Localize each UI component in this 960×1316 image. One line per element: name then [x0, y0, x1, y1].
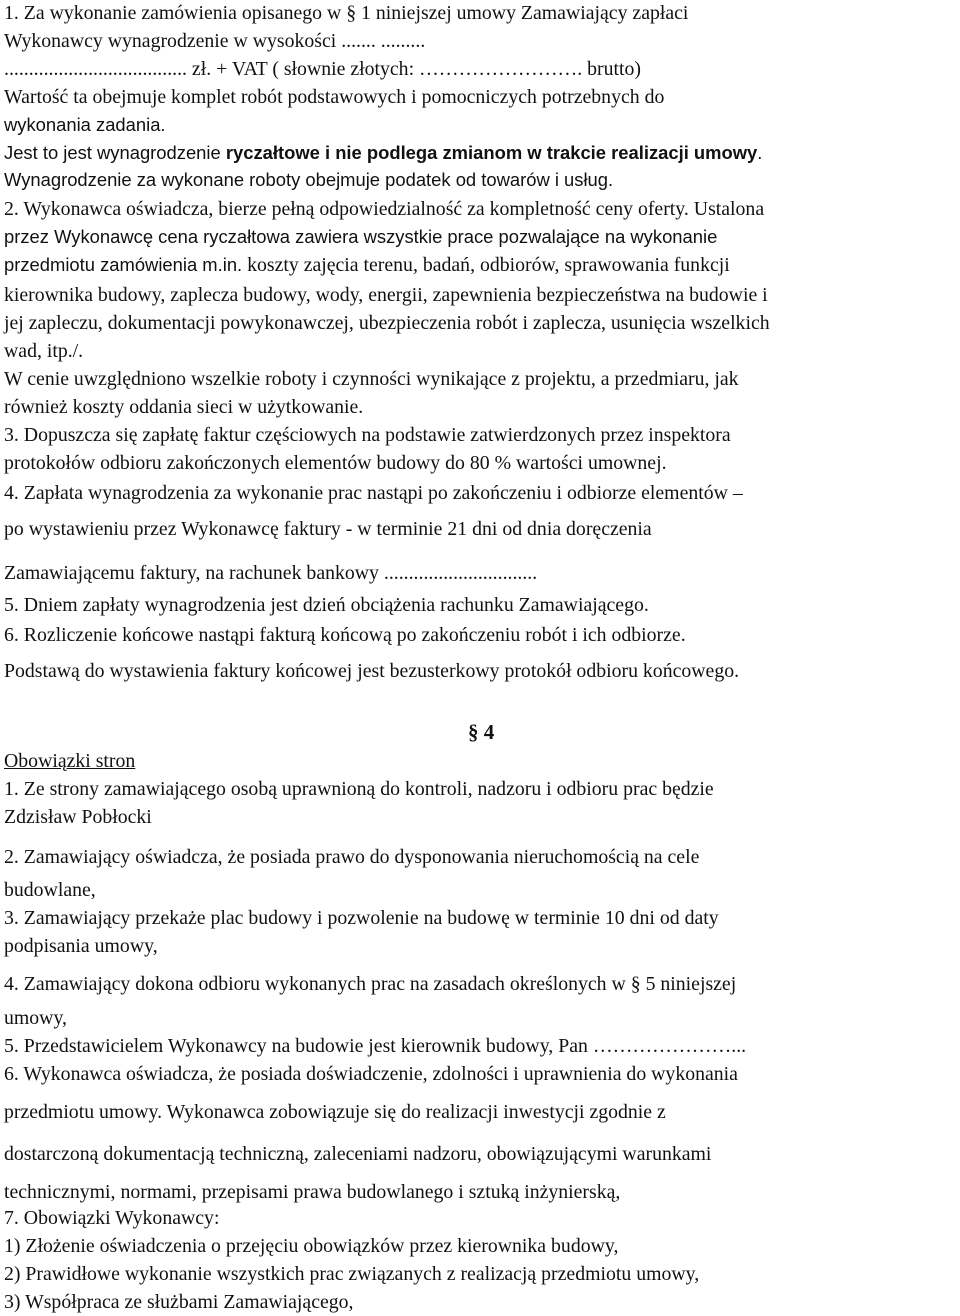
text-line: 2) Prawidłowe wykonanie wszystkich prac związanych z realizacją przedmiotu umowy, [4, 1263, 700, 1285]
text-line: W cenie uwzględniono wszelkie roboty i czynności wynikające z projektu, a przedmiaru, jak [4, 368, 739, 390]
text-line: 2. Zamawiający oświadcza, że posiada prawo do dysponowania nieruchomością na cele [4, 846, 700, 868]
text-line: dostarczoną dokumentacją techniczną, zaleceniami nadzoru, obowiązującymi warunkami [4, 1143, 712, 1165]
text-line [4, 252, 730, 278]
text-line [4, 140, 762, 166]
text-line: 5. Przedstawicielem Wykonawcy na budowie jest kierownik budowy, Pan …………………... [4, 1035, 747, 1057]
text-line: kierownika budowy, zaplecza budowy, wody, energii, zapewnienia bezpieczeństwa na budowie i [4, 284, 768, 306]
text-line: 1. Za wykonanie zamówienia opisanego w § 1 niniejszej umowy Zamawiający zapłaci [4, 2, 689, 24]
text-line: Wynagrodzenie za wykonane roboty obejmuje podatek od towarów i usług. [4, 169, 614, 190]
text-span: Jest to jest wynagrodzenie [4, 142, 226, 163]
section-heading: Obowiązki stron [4, 750, 136, 772]
text-line: 3. Dopuszcza się zapłatę faktur częściowych na podstawie zatwierdzonych przez inspektora [4, 424, 731, 446]
text-line: 1. Ze strony zamawiającego osobą uprawnioną do kontroli, nadzoru i odbioru prac będzie [4, 778, 714, 800]
text-line: 4. Zapłata wynagrodzenia za wykonanie prac nastąpi po zakończeniu i odbiorze elementów – [4, 482, 743, 504]
text-line: Wykonawcy wynagrodzenie w wysokości ....... ......... [4, 30, 426, 52]
text-line: również koszty oddania sieci w użytkowanie. [4, 396, 364, 418]
text-line: 4. Zamawiający dokona odbioru wykonanych prac na zasadach określonych w § 5 niniejszej [4, 973, 737, 995]
text-line: przez Wykonawcę cena ryczałtowa zawiera wszystkie prace pozwalające na wykonanie [4, 226, 718, 247]
text-line: Podstawą do wystawienia faktury końcowej jest bezusterkowy protokół odbioru końcowego. [4, 660, 740, 682]
text-line: 2. Wykonawca oświadcza, bierze pełną odpowiedzialność za kompletność ceny oferty. Ustalona [4, 198, 765, 220]
text-span: koszty zajęcia terenu, badań, odbiorów, sprawowania funkcji [242, 254, 730, 276]
text-line: 1) Złożenie oświadczenia o przejęciu obowiązków przez kierownika budowy, [4, 1235, 619, 1257]
text-line: 6. Rozliczenie końcowe nastąpi fakturą końcową po zakończeniu robót i ich odbiorze. [4, 624, 686, 646]
bold-text: ryczałtowe i nie podlega zmianom w trakcie realizacji umowy [225, 142, 758, 163]
section-number: § 4 [468, 720, 495, 744]
text-line: ..................................... zł. + VAT ( słownie złotych: ……………………. brutto) [4, 58, 641, 80]
text-line: Zdzisław Pobłocki [4, 806, 152, 828]
text-line: 3. Zamawiający przekaże plac budowy i pozwolenie na budowę w terminie 10 dni od daty [4, 907, 719, 929]
text-span: przedmiotu zamówienia m.in. [4, 254, 243, 275]
text-line: przedmiotu umowy. Wykonawca zobowiązuje się do realizacji inwestycji zgodnie z [4, 1101, 666, 1123]
text-line: technicznymi, normami, przepisami prawa budowlanego i sztuką inżynierską, [4, 1181, 621, 1203]
text-line: Zamawiającemu faktury, na rachunek bankowy ............................... [4, 562, 538, 584]
text-line: 3) Współpraca ze służbami Zamawiającego, [4, 1291, 354, 1313]
text-line: budowlane, [4, 879, 96, 901]
text-span: . [757, 142, 763, 163]
text-line: 5. Dniem zapłaty wynagrodzenia jest dzień obciążenia rachunku Zamawiającego. [4, 594, 649, 616]
text-line: 6. Wykonawca oświadcza, że posiada doświadczenie, zdolności i uprawnienia do wykonania [4, 1063, 738, 1085]
text-line: jej zapleczu, dokumentacji powykonawczej, ubezpieczenia robót i zaplecza, usunięcia wszelkich [4, 312, 770, 334]
text-line: Wartość ta obejmuje komplet robót podstawowych i pomocniczych potrzebnych do [4, 86, 665, 108]
text-line: wykonania zadania. [4, 114, 166, 135]
text-line: wad, itp./. [4, 340, 84, 362]
text-line: protokołów odbioru zakończonych elementów budowy do 80 % wartości umownej. [4, 452, 667, 474]
text-line: podpisania umowy, [4, 935, 158, 957]
text-line: umowy, [4, 1007, 68, 1029]
text-line: 7. Obowiązki Wykonawcy: [4, 1207, 220, 1229]
text-line: po wystawieniu przez Wykonawcę faktury - w terminie 21 dni od dnia doręczenia [4, 518, 652, 540]
